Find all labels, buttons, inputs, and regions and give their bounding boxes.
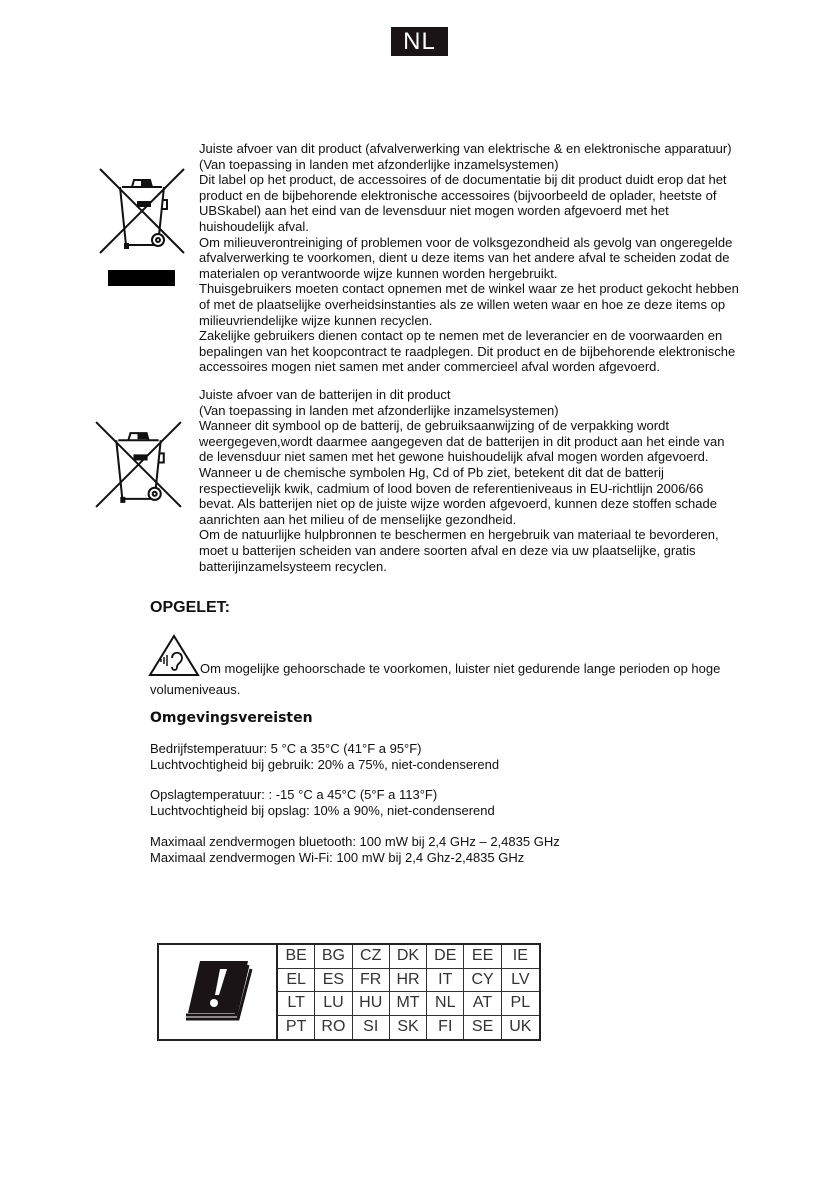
hearing-warning-text-continued: volumeniveaus. — [150, 682, 241, 697]
country-code: UK — [509, 1018, 532, 1036]
country-code: NL — [427, 992, 464, 1016]
crossed-out-wheelie-bin-icon — [92, 418, 185, 511]
country-restriction-table — [157, 943, 541, 1041]
weee-line: Dit label op het product, de accessoires of de documentatie bij dit product duidt erop dat het — [199, 172, 727, 188]
wifi-power: Maximaal zendvermogen Wi-Fi: 100 mW bij 2,4 Ghz-2,4835 GHz — [150, 850, 525, 865]
weee-line: Thuisgebruikers moeten contact opnemen met de winkel waar ze het product gekocht hebben — [199, 281, 739, 297]
battery-line: moet u batterijen scheiden van andere soorten afval en deze via uw plaatselijke, gratis — [199, 542, 696, 558]
weee-line: huishoudelijk afval. — [199, 218, 309, 234]
country-code: LU — [315, 992, 352, 1016]
battery-line: Om de natuurlijke hulpbronnen te beschermen en hergebruik van materiaal te bevorderen, — [199, 527, 719, 543]
country-code: ES — [315, 969, 352, 993]
country-code: BG — [315, 945, 352, 969]
weee-disposal-text — [199, 141, 739, 375]
battery-line: Wanneer dit symbool op de batterij, de gebruiksaanwijzing of de verpakking wordt — [199, 418, 669, 434]
battery-line: respectievelijk kwik, cadmium of lood boven de referentieniveaus in EU-richtlijn 2006/66 — [199, 480, 704, 496]
hearing-warning-text: Om mogelijke gehoorschade te voorkomen, luister niet gedurende lange perioden op hoge — [200, 661, 721, 676]
country-code: DK — [390, 945, 427, 969]
battery-line: aanrichten aan het milieu of de menselijke gezondheid. — [199, 511, 517, 527]
weee-line: Om milieuverontreiniging of problemen voor de volksgezondheid als gevolg van ongeregelde — [199, 234, 733, 250]
country-code: CY — [464, 969, 501, 993]
country-code: MT — [390, 992, 427, 1016]
country-code: SE — [464, 1016, 501, 1040]
country-code: LT — [278, 992, 315, 1016]
country-code: FI — [427, 1016, 464, 1040]
battery-line: weergegeven,wordt daarmee aangegeven dat de batterijen in dit product aan het einde van — [199, 433, 725, 449]
weee-line: accessoires mogen niet samen met ander commercieel afval worden afgevoerd. — [199, 359, 661, 375]
country-code: DE — [427, 945, 464, 969]
country-code: HR — [390, 969, 427, 993]
battery-line: Juiste afvoer van de batterijen in dit product — [199, 387, 451, 402]
battery-line: bevat. Als batterijen niet op de juiste wijze worden afgevoerd, kunnen deze stoffen schade — [199, 496, 717, 512]
country-code: PT — [278, 1016, 315, 1040]
environment-title: Omgevingsvereisten — [150, 710, 313, 726]
battery-disposal-text — [199, 387, 724, 574]
country-code: IE — [502, 945, 539, 969]
weee-line: Juiste afvoer van dit product (afvalverwerking van elektrische & en elektronische apparatuur) — [199, 141, 732, 156]
country-code: LV — [502, 969, 539, 993]
battery-line: de levensduur niet samen met het gewone huishoudelijk afval mogen worden afgevoerd. — [199, 449, 709, 465]
storage-humidity: Luchtvochtigheid bij opslag: 10% a 90%, niet-condenserend — [150, 803, 495, 818]
operating-humidity: Luchtvochtigheid bij gebruik: 20% a 75%, niet-condenserend — [150, 757, 500, 772]
country-code: PL — [502, 992, 539, 1016]
caution-title: OPGELET: — [150, 599, 231, 616]
country-code: EE — [464, 945, 501, 969]
weee-line: bepalingen van het koopcontract te raadplegen. Dit product en de bijbehorende elektronische — [199, 343, 736, 359]
country-code-grid — [278, 945, 539, 1039]
manual-book-exclamation-icon — [178, 957, 258, 1027]
weee-line: Zakelijke gebruikers dienen contact op te nemen met de leverancier en de voorwaarden en — [199, 328, 723, 344]
country-code: EL — [278, 969, 315, 993]
weee-line: product en de bijbehorende elektronische accessoires (bijvoorbeeld de oplader, heetste of — [199, 187, 717, 203]
battery-line: (Van toepassing in landen met afzonderlijke inzamelsystemen) — [199, 402, 559, 418]
hearing-warning — [148, 634, 720, 677]
battery-line: Wanneer u de chemische symbolen Hg, Cd of Pb ziet, betekent dit dat de batterij — [199, 464, 664, 480]
book-cell — [159, 945, 278, 1039]
battery-line: batterijinzamelsysteem recyclen. — [199, 558, 387, 574]
weee-line: afvalverwerking te voorkomen, dient u deze items van het andere afval te scheiden zodat de — [199, 250, 730, 266]
operating-temperature: Bedrijfstemperatuur: 5 °C a 35°C (41°F a 95°F) — [150, 741, 422, 756]
weee-line: (Van toepassing in landen met afzonderlijke inzamelsystemen) — [199, 156, 559, 172]
bluetooth-power: Maximaal zendvermogen bluetooth: 100 mW bij 2,4 GHz – 2,4835 GHz — [150, 834, 560, 849]
storage-temperature: Opslagtemperatuur: : -15 °C a 45°C (5°F a 113°F) — [150, 787, 438, 802]
black-bar-marker — [108, 270, 175, 286]
country-code: CZ — [353, 945, 390, 969]
country-code: SI — [353, 1016, 390, 1040]
weee-line: materialen op verantwoorde wijze kunnen worden hergebruikt. — [199, 265, 558, 281]
country-code: SK — [390, 1016, 427, 1040]
crossed-out-wheelie-bin-icon — [96, 165, 188, 257]
language-badge: NL — [391, 27, 448, 56]
country-code: FR — [353, 969, 390, 993]
country-code: RO — [315, 1016, 352, 1040]
hearing-damage-warning-icon — [148, 634, 200, 677]
country-code: AT — [464, 992, 501, 1016]
weee-line: milieuvriendelijke wijze kunnen recyclen. — [199, 312, 433, 328]
country-code: IT — [427, 969, 464, 993]
weee-line: of met de plaatselijke overheidsinstanties als ze willen weten waar en hoe ze deze items op — [199, 296, 726, 312]
country-code: HU — [353, 992, 390, 1016]
country-code: BE — [278, 945, 315, 969]
weee-line: UBSkabel) aan het eind van de levensduur niet mogen worden afgevoerd met het — [199, 203, 669, 219]
